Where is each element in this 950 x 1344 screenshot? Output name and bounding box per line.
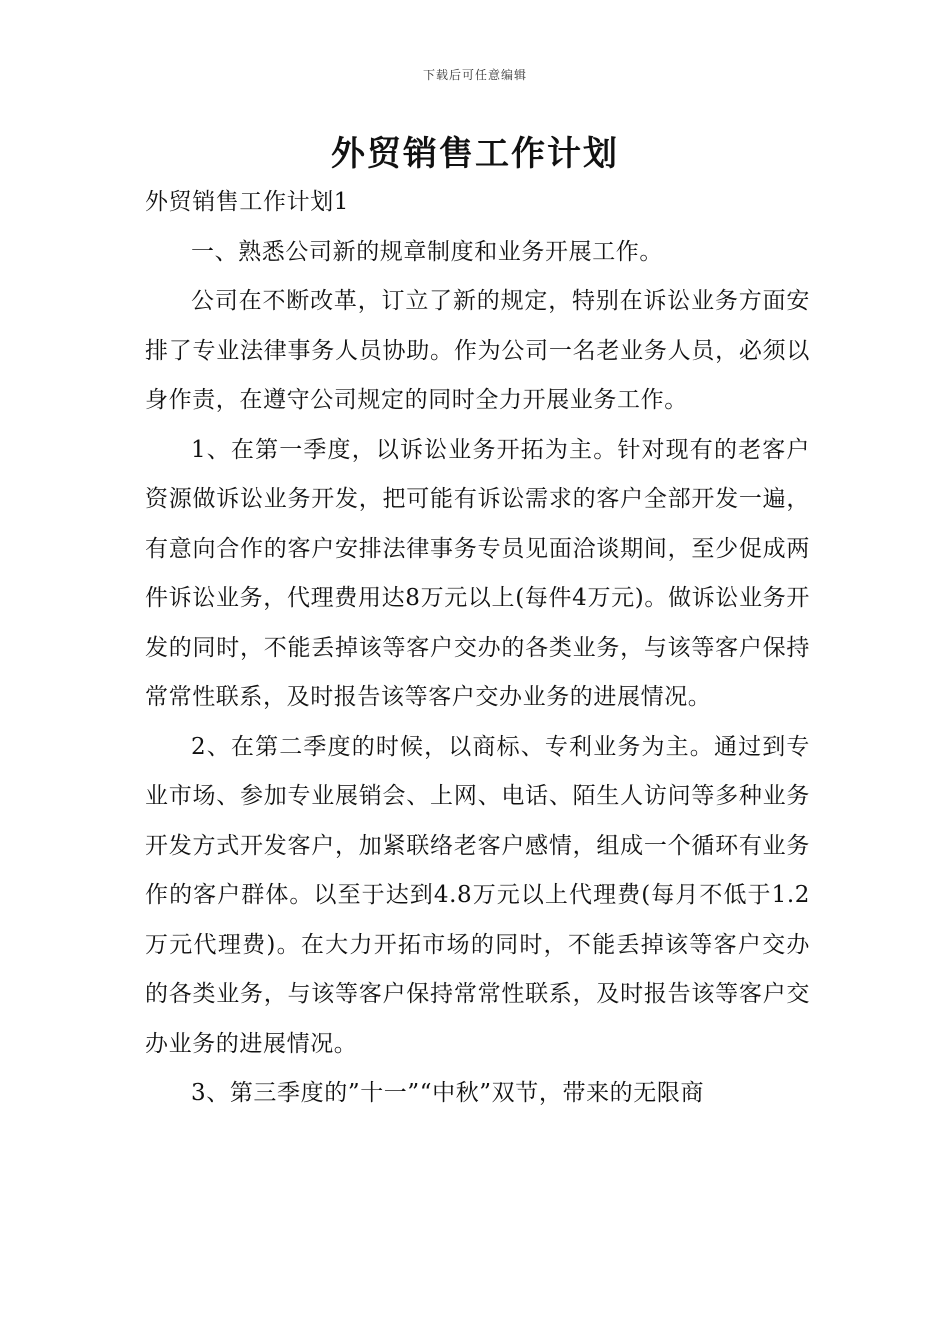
paragraph: 3、第三季度的”十一”“中秋”双节，带来的无限商 (191, 1080, 705, 1106)
paragraph: 公司在不断改革，订立了新的规定，特别在诉讼业务方面安排了专业法律事务人员协助。作为公司一名老业务人员，必须以身作责，在遵守公司规定的同时全力开展业务工作。 (145, 288, 810, 413)
section-heading: 一、熟悉公司新的规章制度和业务开展工作。 (191, 238, 663, 265)
document-title: 外贸销售工作计划 (331, 134, 619, 174)
paragraph: 2、在第二季度的时候，以商标、专利业务为主。通过到专业市场、参加专业展销会、上网、电话、陌生人访问等多种业务开发方式开发客户，加紧联络老客户感情，组成一个循环有业务作的客户群体。以至于达到4.8万元以上代理费(每月不低于1.2万元代理费)。在大力开拓市场的同时，不能丢掉该等客户交办的各类业务，与该等客户保持常常性联系，及时报告该等客户交办业务的进展情况。 (145, 733, 810, 1057)
paragraph: 1、在第一季度，以诉讼业务开拓为主。针对现有的老客户资源做诉讼业务开发，把可能有诉讼需求的客户全部开发一遍，有意向合作的客户安排法律事务专员见面洽谈期间，至少促成两件诉讼业务，代理费用达8万元以上(每件4万元)。做诉讼业务开发的同时，不能丢掉该等客户交办的各类业务，与该等客户保持常常性联系，及时报告该等客户交办业务的进展情况。 (145, 436, 810, 710)
section-subtitle: 外贸销售工作计划1 (145, 189, 350, 215)
document-body (145, 178, 810, 1119)
header-note: 下载后可任意编辑 (422, 68, 527, 82)
